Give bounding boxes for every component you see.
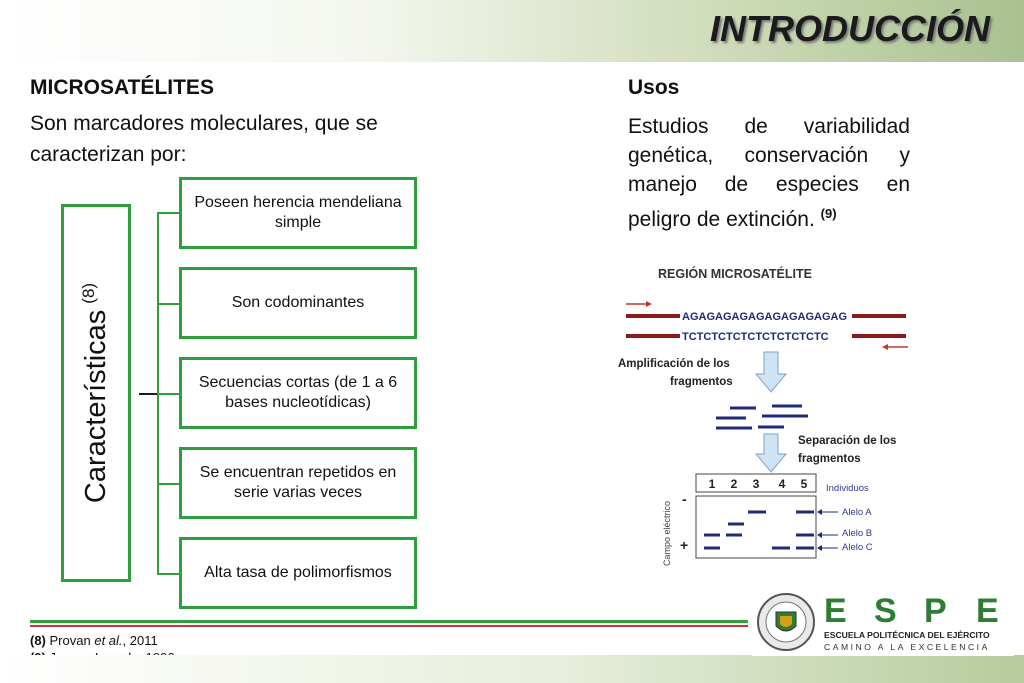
footer-bar [0,655,1024,683]
reference-8-etal: et al. [94,633,123,648]
characteristic-box-5: Alta tasa de polimorfismos [179,537,417,609]
bracket-tick [157,393,179,395]
characteristic-box-4: Se encuentran repetidos en serie varias veces [179,447,417,519]
step2-label-line2: fragmentos [798,453,861,465]
reference-8-author: Provan [49,633,91,648]
footer-divider-green [30,620,748,623]
lane-number-2: 2 [730,477,738,491]
bracket-tick [157,573,179,575]
usos-text [628,112,910,234]
lane-number-1: 1 [708,477,716,491]
step1-label-line2: fragmentos [670,376,733,388]
usos-ref: (9) [820,206,837,221]
category-label [79,283,113,503]
logo-letter-p: P [924,592,947,630]
reference-8-num: (8) [30,633,46,648]
characteristic-box-1: Poseen herencia mendeliana simple [179,177,417,249]
usos-body: Estudios de variabilidad genética, conservación y manejo de especies en peligro de extinción. [628,115,910,231]
logo-letter-e: E [824,592,847,630]
category-text: Características [79,309,112,504]
page-title: INTRODUCCIÓN [710,8,990,49]
field-label: Campo eléctrico [662,500,672,566]
logo-letter-e2: E [976,592,999,630]
intro-text [30,108,470,170]
figure-title: REGIÓN MICROSATÉLITE [658,267,812,281]
plus-sign: + [680,537,689,553]
step1-label-line1: Amplificación de los [618,358,730,370]
bracket-tick [157,212,179,214]
allele-a-label: Alelo A [842,507,872,518]
step2-label-line1: Separación de los [798,435,897,447]
logo-line-1: ESCUELA POLITÉCNICA DEL EJÉRCITO [824,630,990,640]
allele-c-label: Alelo C [842,542,873,553]
reference-8-year: , 2011 [122,633,158,648]
lane-number-3: 3 [752,477,760,491]
intro-line-2: caracterizan por: [30,143,187,166]
reference-8 [30,632,175,649]
section-heading-usos: Usos [628,76,680,99]
allele-pointer-head [817,509,822,515]
individuos-label: Individuos [826,483,869,494]
allele-pointer-head [817,545,822,551]
down-arrow-1 [756,352,786,392]
section-heading-microsatelites: MICROSATÉLITES [30,76,214,99]
allele-b-label: Alelo B [842,528,873,539]
shield-emblem [780,616,792,627]
footer-divider-red [30,625,748,627]
lane-number-5: 5 [800,477,808,491]
lane-number-4: 4 [778,477,786,491]
bracket-tick [157,303,179,305]
category-ref: (8) [79,282,99,304]
intro-line-1: Son marcadores moleculares, que se [30,112,378,135]
espe-logo [752,588,1014,656]
down-arrow-2 [756,434,786,472]
sequence-top: AGAGAGAGAGAGAGAGAGAG [682,311,847,323]
allele-pointer-head [817,532,822,538]
logo-line-2: CAMINO A LA EXCELENCIA [824,642,990,652]
forward-primer-arrowhead [646,301,652,307]
characteristic-box-3: Secuencias cortas (de 1 a 6 bases nucleotídicas) [179,357,417,429]
characteristic-box-2: Son codominantes [179,267,417,339]
logo-letter-s: S [874,592,897,630]
microsatellite-figure [612,254,928,574]
minus-sign: - [682,491,687,507]
reverse-primer-arrowhead [882,344,888,350]
sequence-bottom: TCTCTCTCTCTCTCTCTCTC [682,331,829,343]
bracket-tick [157,483,179,485]
